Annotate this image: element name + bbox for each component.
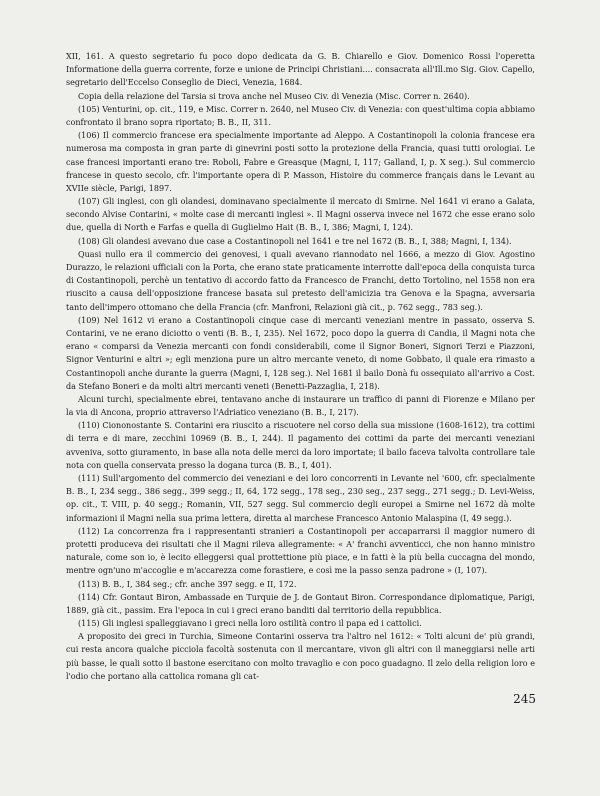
- footnotes-text-block: [66, 50, 535, 683]
- footnote-111: (111) Sull'argomento del commercio dei veneziani e dei loro concorrenti in Levante nel '600, cfr. specialmente B. B., I, 234 segg., 386 segg., 399 segg.; II, 64, 172 segg., 178 seg., 230 seg., 237 segg., 271 segg.; D. Levi-Weiss, op. cit., T. VIII, p. 40 segg.; Romanin, VII, 527 segg. Sul commercio degli europei a Smirne nel 1672 dà molte informazioni il Magni nella sua prima lettera, diretta al marchese Francesco Antonio Malaspina (I, 49 segg.).: [66, 474, 535, 523]
- footnote-106: (106) Il commercio francese era specialmente importante ad Aleppo. A Costantinopoli la colonia francese era numerosa ma composta in gran parte di ginevrini posti sotto la protezione della Francia, quasi tutti orologiai. Le case francesi importanti erano tre: Roboli, Fabre e Greasque (Magni, I, 117; Galland, I, p. X seg.). Sul commercio francese in questo secolo, cfr. l'importante opera di P. Masson, Histoire du commerce français dans le Levant au XVIIe siècle, Parigi, 1897.: [66, 131, 535, 193]
- paragraph: XII, 161. A questo segretario fu poco dopo dedicata da G. B. Chiarello e Giov. Domenico Rossi l'operetta Informatione della guerra corrente, forze e unione de Principi Christiani.... consacrata all'Ill.mo Sig. Giov. Capello, segretario dell'Eccelso Conseglio de Dieci, Venezia, 1684.: [66, 52, 535, 88]
- footnote-113: (113) B. B., I, 384 seg.; cfr. anche 397 segg. e II, 172.: [78, 579, 297, 589]
- paragraph: Quasi nullo era il commercio dei genovesi, i quali avevano riannodato nel 1666, a mezzo di Giov. Agostino Durazzo, le relazioni ufficiali con la Porta, che erano state praticamente interrotte dall'epoca della conquista turca di Costantinopoli, perchè un tentativo di accordo fatto da Francesco de Franchi, detto Tortolino, nel 1558 non era riuscito a causa dell'opposizione francese basata sul pretesto dell'amicizia tra Genova e la Spagna, avversaria tanto dell'impero ottomano che della Francia (cfr. Manfroni, Relazioni già cit., p. 762 segg., 783 seg.).: [66, 249, 535, 312]
- footnote-107: (107) Gli inglesi, con gli olandesi, dominavano specialmente il mercato di Smirne. Nel 1641 vi erano a Galata, secondo Alvise Contarini, « molte case di mercanti inglesi ». Il Magni osserva invece nel 1672 che esse erano solo due, quella di North e Farfas e quella di Guglielmo Hait (B. B., I, 386; Magni, I, 124).: [66, 197, 535, 233]
- footnote-105: (105) Venturini, op. cit., 119, e Misc. Correr n. 2640, nel Museo Civ. di Venezia: con quest'ultima copia abbiamo confrontato il brano sopra riportato; B. B., II, 311.: [66, 104, 535, 127]
- footnote-108: (108) Gli olandesi avevano due case a Costantinopoli nel 1641 e tre nel 1672 (B. B., I, 388; Magni, I, 134).: [78, 236, 512, 246]
- footnote-114: (114) Cfr. Gontaut Biron, Ambassade en Turquie de J. de Gontaut Biron. Correspondance diplomatique, Parigi, 1889, già cit., passim. Era l'epoca in cui i greci erano banditi dal territorio della repubblica.: [66, 592, 535, 615]
- footnote-109: (109) Nel 1612 vi erano a Costantinopoli cinque case di mercanti veneziani mentre in passato, osserva S. Contarini, ve ne erano diciotto o venti (B. B., I, 235). Nel 1672, poco dopo la guerra di Candia, il Magni nota che erano « comparsi da Venezia mercanti con fondi considerabili, come il Signor Boneri, Signori Terzi e Piazzoni, Signor Venturini e altri »; egli menziona pure un altro mercante veneto, di nome Gobbato, il quale era rimasto a Costantinopoli anche durante la guerra (Magni, I, 128 seg.). Nel 1681 il bailo Donà fu ossequiato all'arrivo a Cost. da Stefano Boneri e da molti altri mercanti veneti (Benetti-Pazzaglia, I, 218).: [66, 315, 535, 391]
- paragraph: Alcuni turchi, specialmente ebrei, tentavano anche di instaurare un traffico di panni di Fiorenze e Milano per la via di Ancona, proprio attraverso l'Adriatico veneziano (B. B., I, 217).: [66, 394, 535, 418]
- footnote-110: (110) Ciononostante S. Contarini era riuscito a riscuotere nel corso della sua missione (1608-1612), tra cottimi di terra e di mare, zecchini 10969 (B. B., I, 244). Il pagamento dei cottimi da parte dei mercanti veneziani avveniva, sotto giuramento, in base alla nota delle merci da loro importate; il bailo faceva talvolta controllare tale nota con quella conservata presso la dogana turca (B. B., I, 401).: [66, 421, 535, 470]
- paragraph: Copia della relazione del Tarsia si trova anche nel Museo Civ. di Venezia (Misc. Correr n. 2640).: [78, 91, 470, 101]
- footnote-112: (112) La concorrenza fra i rappresentanti stranieri a Costantinopoli per accaparrarsi il maggior numero di protetti produceva dei risultati che il Magni rileva allegramente: « A' franchi avventicci, che non hanno ministro naturale, come son io, è lecito elleggersi qual prottettione più piace, e in fatti è la più bella cuccagna del mondo, mentre ogn'uno m'accoglie e m'accarezza come forastiere, e così me la passo senza padrone » (I, 107).: [66, 526, 535, 576]
- footnote-115: (115) Gli inglesi spalleggiavano i greci nella loro ostilità contro il papa ed i cattolici.: [78, 619, 422, 629]
- paragraph: A proposito dei greci in Turchia, Simeone Contarini osserva tra l'altro nel 1612: « Tolti alcuni de' più grandi, cui resta ancora qualche picciola facoltà sostenuta con il mercantare, vivon gli altri con il maneggiarsi nelle arti più basse, le quali sotto il bastone esercitano con molto travaglio e con poco guadagno. Il zelo della religion loro e l'odio che portano alla cattolica romana gli cat-: [66, 632, 535, 681]
- page-number: 245: [513, 692, 536, 706]
